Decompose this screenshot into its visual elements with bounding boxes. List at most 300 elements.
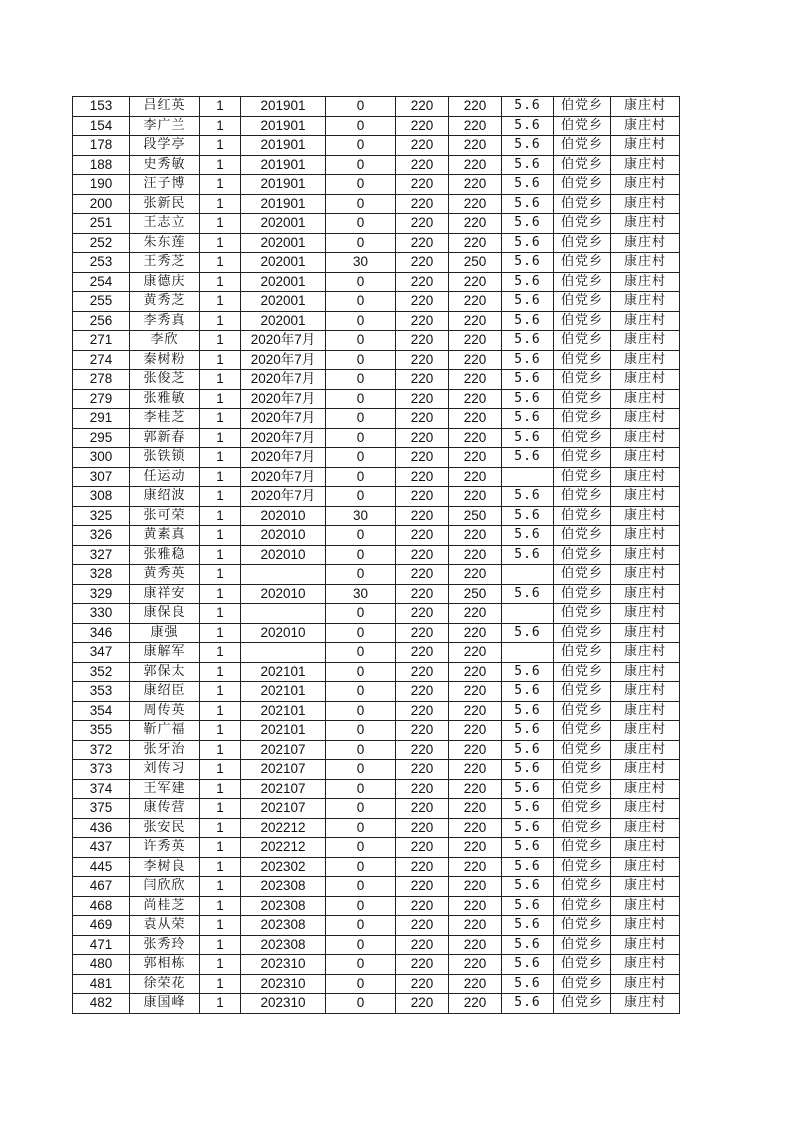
extra-amount-cell: 0 — [326, 838, 396, 858]
table-row — [73, 487, 680, 507]
rate-cell: 5.6 — [502, 701, 554, 721]
id-cell: 468 — [73, 896, 130, 916]
rate-cell: 5.6 — [502, 896, 554, 916]
table-row — [73, 565, 680, 585]
township-cell: 伯党乡 — [554, 487, 611, 507]
table-row — [73, 818, 680, 838]
id-cell: 308 — [73, 487, 130, 507]
extra-amount-cell: 30 — [326, 253, 396, 273]
township-cell: 伯党乡 — [554, 331, 611, 351]
village-cell: 康庄村 — [611, 779, 680, 799]
township-cell: 伯党乡 — [554, 175, 611, 195]
table-row — [73, 428, 680, 448]
name-cell: 康绍臣 — [130, 682, 200, 702]
village-cell: 康庄村 — [611, 526, 680, 546]
start-date-cell: 202101 — [241, 682, 326, 702]
start-date-cell: 2020年7月 — [241, 331, 326, 351]
table-row — [73, 935, 680, 955]
start-date-cell: 202010 — [241, 526, 326, 546]
table-row — [73, 643, 680, 663]
rate-cell: 5.6 — [502, 292, 554, 312]
table-row — [73, 916, 680, 936]
township-cell: 伯党乡 — [554, 272, 611, 292]
base-amount-cell: 220 — [396, 155, 449, 175]
id-cell: 374 — [73, 779, 130, 799]
village-cell: 康庄村 — [611, 857, 680, 877]
base-amount-cell: 220 — [396, 370, 449, 390]
count-cell: 1 — [200, 253, 241, 273]
village-cell: 康庄村 — [611, 175, 680, 195]
start-date-cell: 201901 — [241, 97, 326, 117]
name-cell: 张雅敏 — [130, 389, 200, 409]
extra-amount-cell: 0 — [326, 779, 396, 799]
base-amount-cell: 220 — [396, 799, 449, 819]
id-cell: 255 — [73, 292, 130, 312]
count-cell: 1 — [200, 799, 241, 819]
extra-amount-cell: 0 — [326, 448, 396, 468]
base-amount-cell: 220 — [396, 955, 449, 975]
id-cell: 295 — [73, 428, 130, 448]
township-cell: 伯党乡 — [554, 701, 611, 721]
total-amount-cell: 220 — [449, 389, 502, 409]
rate-cell: 5.6 — [502, 857, 554, 877]
township-cell: 伯党乡 — [554, 799, 611, 819]
total-amount-cell: 220 — [449, 799, 502, 819]
township-cell: 伯党乡 — [554, 682, 611, 702]
start-date-cell: 2020年7月 — [241, 487, 326, 507]
table-row — [73, 467, 680, 487]
township-cell: 伯党乡 — [554, 857, 611, 877]
count-cell: 1 — [200, 116, 241, 136]
rate-cell: 5.6 — [502, 818, 554, 838]
start-date-cell: 202010 — [241, 584, 326, 604]
count-cell: 1 — [200, 545, 241, 565]
extra-amount-cell: 0 — [326, 194, 396, 214]
total-amount-cell: 250 — [449, 253, 502, 273]
total-amount-cell: 220 — [449, 526, 502, 546]
count-cell: 1 — [200, 682, 241, 702]
base-amount-cell: 220 — [396, 253, 449, 273]
township-cell: 伯党乡 — [554, 584, 611, 604]
count-cell: 1 — [200, 916, 241, 936]
id-cell: 467 — [73, 877, 130, 897]
name-cell: 张铁锁 — [130, 448, 200, 468]
extra-amount-cell: 0 — [326, 857, 396, 877]
total-amount-cell: 220 — [449, 682, 502, 702]
village-cell: 康庄村 — [611, 116, 680, 136]
rate-cell: 5.6 — [502, 526, 554, 546]
base-amount-cell: 220 — [396, 292, 449, 312]
rate-cell: 5.6 — [502, 994, 554, 1014]
id-cell: 154 — [73, 116, 130, 136]
table-row — [73, 350, 680, 370]
name-cell: 周传英 — [130, 701, 200, 721]
village-cell: 康庄村 — [611, 584, 680, 604]
township-cell: 伯党乡 — [554, 155, 611, 175]
name-cell: 康保良 — [130, 604, 200, 624]
id-cell: 291 — [73, 409, 130, 429]
extra-amount-cell: 0 — [326, 331, 396, 351]
table-row — [73, 233, 680, 253]
id-cell: 279 — [73, 389, 130, 409]
table-row — [73, 448, 680, 468]
township-cell: 伯党乡 — [554, 779, 611, 799]
base-amount-cell: 220 — [396, 916, 449, 936]
total-amount-cell: 220 — [449, 838, 502, 858]
rate-cell: 5.6 — [502, 838, 554, 858]
village-cell: 康庄村 — [611, 155, 680, 175]
id-cell: 251 — [73, 214, 130, 234]
village-cell: 康庄村 — [611, 935, 680, 955]
table-row — [73, 272, 680, 292]
total-amount-cell: 220 — [449, 194, 502, 214]
village-cell: 康庄村 — [611, 838, 680, 858]
id-cell: 372 — [73, 740, 130, 760]
id-cell: 325 — [73, 506, 130, 526]
base-amount-cell: 220 — [396, 272, 449, 292]
name-cell: 王秀芝 — [130, 253, 200, 273]
table-row — [73, 877, 680, 897]
township-cell: 伯党乡 — [554, 643, 611, 663]
name-cell: 康解军 — [130, 643, 200, 663]
total-amount-cell: 220 — [449, 623, 502, 643]
base-amount-cell: 220 — [396, 194, 449, 214]
name-cell: 李树良 — [130, 857, 200, 877]
table-row — [73, 194, 680, 214]
village-cell: 康庄村 — [611, 916, 680, 936]
extra-amount-cell: 0 — [326, 721, 396, 741]
table-row — [73, 682, 680, 702]
start-date-cell: 202310 — [241, 974, 326, 994]
id-cell: 328 — [73, 565, 130, 585]
rate-cell: 5.6 — [502, 350, 554, 370]
data-table — [72, 96, 680, 1014]
total-amount-cell: 220 — [449, 350, 502, 370]
start-date-cell: 2020年7月 — [241, 389, 326, 409]
id-cell: 352 — [73, 662, 130, 682]
count-cell: 1 — [200, 740, 241, 760]
village-cell: 康庄村 — [611, 662, 680, 682]
id-cell: 153 — [73, 97, 130, 117]
count-cell: 1 — [200, 350, 241, 370]
rate-cell: 5.6 — [502, 916, 554, 936]
village-cell: 康庄村 — [611, 428, 680, 448]
township-cell: 伯党乡 — [554, 506, 611, 526]
base-amount-cell: 220 — [396, 526, 449, 546]
start-date-cell: 202101 — [241, 721, 326, 741]
start-date-cell: 202107 — [241, 779, 326, 799]
total-amount-cell: 220 — [449, 233, 502, 253]
id-cell: 445 — [73, 857, 130, 877]
total-amount-cell: 220 — [449, 370, 502, 390]
base-amount-cell: 220 — [396, 545, 449, 565]
village-cell: 康庄村 — [611, 974, 680, 994]
extra-amount-cell: 0 — [326, 155, 396, 175]
table-row — [73, 409, 680, 429]
start-date-cell: 202310 — [241, 955, 326, 975]
start-date-cell: 202010 — [241, 623, 326, 643]
base-amount-cell: 220 — [396, 994, 449, 1014]
total-amount-cell: 220 — [449, 175, 502, 195]
township-cell: 伯党乡 — [554, 194, 611, 214]
village-cell: 康庄村 — [611, 740, 680, 760]
total-amount-cell: 220 — [449, 857, 502, 877]
township-cell: 伯党乡 — [554, 116, 611, 136]
extra-amount-cell: 0 — [326, 409, 396, 429]
township-cell: 伯党乡 — [554, 955, 611, 975]
extra-amount-cell: 0 — [326, 487, 396, 507]
extra-amount-cell: 0 — [326, 565, 396, 585]
rate-cell: 5.6 — [502, 623, 554, 643]
name-cell: 李欣 — [130, 331, 200, 351]
count-cell: 1 — [200, 155, 241, 175]
start-date-cell — [241, 565, 326, 585]
start-date-cell: 202308 — [241, 877, 326, 897]
name-cell: 郭新春 — [130, 428, 200, 448]
township-cell: 伯党乡 — [554, 428, 611, 448]
id-cell: 252 — [73, 233, 130, 253]
name-cell: 黄秀芝 — [130, 292, 200, 312]
name-cell: 徐荣花 — [130, 974, 200, 994]
table-row — [73, 292, 680, 312]
base-amount-cell: 220 — [396, 428, 449, 448]
total-amount-cell: 220 — [449, 448, 502, 468]
township-cell: 伯党乡 — [554, 526, 611, 546]
extra-amount-cell: 0 — [326, 740, 396, 760]
start-date-cell: 2020年7月 — [241, 350, 326, 370]
extra-amount-cell: 0 — [326, 175, 396, 195]
base-amount-cell: 220 — [396, 896, 449, 916]
total-amount-cell: 220 — [449, 428, 502, 448]
id-cell: 188 — [73, 155, 130, 175]
count-cell: 1 — [200, 487, 241, 507]
rate-cell: 5.6 — [502, 116, 554, 136]
village-cell: 康庄村 — [611, 214, 680, 234]
total-amount-cell: 220 — [449, 311, 502, 331]
table-row — [73, 526, 680, 546]
village-cell: 康庄村 — [611, 643, 680, 663]
village-cell: 康庄村 — [611, 467, 680, 487]
name-cell: 黄素真 — [130, 526, 200, 546]
base-amount-cell: 220 — [396, 487, 449, 507]
table-row — [73, 604, 680, 624]
table-row — [73, 740, 680, 760]
township-cell: 伯党乡 — [554, 389, 611, 409]
rate-cell: 5.6 — [502, 662, 554, 682]
id-cell: 355 — [73, 721, 130, 741]
extra-amount-cell: 0 — [326, 955, 396, 975]
start-date-cell: 202001 — [241, 272, 326, 292]
total-amount-cell: 220 — [449, 701, 502, 721]
base-amount-cell: 220 — [396, 760, 449, 780]
start-date-cell: 2020年7月 — [241, 467, 326, 487]
total-amount-cell: 220 — [449, 487, 502, 507]
rate-cell: 5.6 — [502, 194, 554, 214]
table-row — [73, 623, 680, 643]
village-cell: 康庄村 — [611, 623, 680, 643]
name-cell: 张安民 — [130, 818, 200, 838]
extra-amount-cell: 0 — [326, 818, 396, 838]
id-cell: 373 — [73, 760, 130, 780]
total-amount-cell: 220 — [449, 272, 502, 292]
table-row — [73, 116, 680, 136]
name-cell: 李桂芝 — [130, 409, 200, 429]
total-amount-cell: 250 — [449, 584, 502, 604]
extra-amount-cell: 0 — [326, 974, 396, 994]
count-cell: 1 — [200, 194, 241, 214]
count-cell: 1 — [200, 935, 241, 955]
village-cell: 康庄村 — [611, 370, 680, 390]
count-cell: 1 — [200, 896, 241, 916]
total-amount-cell: 220 — [449, 721, 502, 741]
name-cell: 张雅稳 — [130, 545, 200, 565]
total-amount-cell: 220 — [449, 467, 502, 487]
rate-cell: 5.6 — [502, 428, 554, 448]
start-date-cell: 201901 — [241, 155, 326, 175]
township-cell: 伯党乡 — [554, 136, 611, 156]
start-date-cell — [241, 643, 326, 663]
total-amount-cell: 220 — [449, 643, 502, 663]
rate-cell: 5.6 — [502, 760, 554, 780]
total-amount-cell: 220 — [449, 916, 502, 936]
name-cell: 刘传习 — [130, 760, 200, 780]
count-cell: 1 — [200, 311, 241, 331]
count-cell: 1 — [200, 233, 241, 253]
extra-amount-cell: 0 — [326, 877, 396, 897]
village-cell: 康庄村 — [611, 565, 680, 585]
total-amount-cell: 220 — [449, 136, 502, 156]
base-amount-cell: 220 — [396, 350, 449, 370]
rate-cell — [502, 643, 554, 663]
village-cell: 康庄村 — [611, 448, 680, 468]
table-row — [73, 701, 680, 721]
village-cell: 康庄村 — [611, 194, 680, 214]
extra-amount-cell: 0 — [326, 292, 396, 312]
id-cell: 274 — [73, 350, 130, 370]
name-cell: 靳广福 — [130, 721, 200, 741]
start-date-cell: 2020年7月 — [241, 370, 326, 390]
count-cell: 1 — [200, 818, 241, 838]
table-row — [73, 155, 680, 175]
extra-amount-cell: 0 — [326, 428, 396, 448]
base-amount-cell: 220 — [396, 175, 449, 195]
base-amount-cell: 220 — [396, 740, 449, 760]
count-cell: 1 — [200, 292, 241, 312]
name-cell: 张秀玲 — [130, 935, 200, 955]
count-cell: 1 — [200, 701, 241, 721]
base-amount-cell: 220 — [396, 779, 449, 799]
count-cell: 1 — [200, 175, 241, 195]
table-row — [73, 545, 680, 565]
count-cell: 1 — [200, 955, 241, 975]
village-cell: 康庄村 — [611, 253, 680, 273]
base-amount-cell: 220 — [396, 877, 449, 897]
base-amount-cell: 220 — [396, 565, 449, 585]
table-row — [73, 136, 680, 156]
extra-amount-cell: 0 — [326, 623, 396, 643]
start-date-cell: 202212 — [241, 838, 326, 858]
extra-amount-cell: 0 — [326, 701, 396, 721]
table-row — [73, 994, 680, 1014]
township-cell: 伯党乡 — [554, 565, 611, 585]
rate-cell: 5.6 — [502, 409, 554, 429]
township-cell: 伯党乡 — [554, 292, 611, 312]
village-cell: 康庄村 — [611, 311, 680, 331]
id-cell: 278 — [73, 370, 130, 390]
table-row — [73, 896, 680, 916]
township-cell: 伯党乡 — [554, 467, 611, 487]
total-amount-cell: 220 — [449, 779, 502, 799]
rate-cell: 5.6 — [502, 506, 554, 526]
id-cell: 178 — [73, 136, 130, 156]
base-amount-cell: 220 — [396, 506, 449, 526]
table-row — [73, 955, 680, 975]
base-amount-cell: 220 — [396, 389, 449, 409]
base-amount-cell: 220 — [396, 331, 449, 351]
rate-cell: 5.6 — [502, 487, 554, 507]
village-cell: 康庄村 — [611, 604, 680, 624]
base-amount-cell: 220 — [396, 136, 449, 156]
village-cell: 康庄村 — [611, 272, 680, 292]
name-cell: 秦树粉 — [130, 350, 200, 370]
id-cell: 190 — [73, 175, 130, 195]
extra-amount-cell: 0 — [326, 370, 396, 390]
rate-cell: 5.6 — [502, 155, 554, 175]
start-date-cell: 202001 — [241, 233, 326, 253]
township-cell: 伯党乡 — [554, 994, 611, 1014]
total-amount-cell: 220 — [449, 818, 502, 838]
rate-cell — [502, 565, 554, 585]
name-cell: 闫欣欣 — [130, 877, 200, 897]
village-cell: 康庄村 — [611, 97, 680, 117]
rate-cell: 5.6 — [502, 272, 554, 292]
name-cell: 郭相栋 — [130, 955, 200, 975]
id-cell: 481 — [73, 974, 130, 994]
base-amount-cell: 220 — [396, 682, 449, 702]
township-cell: 伯党乡 — [554, 623, 611, 643]
start-date-cell: 202010 — [241, 506, 326, 526]
start-date-cell: 202001 — [241, 253, 326, 273]
village-cell: 康庄村 — [611, 331, 680, 351]
village-cell: 康庄村 — [611, 994, 680, 1014]
rate-cell: 5.6 — [502, 584, 554, 604]
table-row — [73, 974, 680, 994]
township-cell: 伯党乡 — [554, 760, 611, 780]
id-cell: 200 — [73, 194, 130, 214]
extra-amount-cell: 0 — [326, 97, 396, 117]
count-cell: 1 — [200, 331, 241, 351]
id-cell: 307 — [73, 467, 130, 487]
id-cell: 471 — [73, 935, 130, 955]
extra-amount-cell: 0 — [326, 116, 396, 136]
start-date-cell: 202308 — [241, 916, 326, 936]
start-date-cell: 202310 — [241, 994, 326, 1014]
count-cell: 1 — [200, 623, 241, 643]
table-row — [73, 331, 680, 351]
rate-cell: 5.6 — [502, 253, 554, 273]
id-cell: 254 — [73, 272, 130, 292]
township-cell: 伯党乡 — [554, 974, 611, 994]
base-amount-cell: 220 — [396, 838, 449, 858]
count-cell: 1 — [200, 526, 241, 546]
base-amount-cell: 220 — [396, 97, 449, 117]
name-cell: 康德庆 — [130, 272, 200, 292]
table-row — [73, 779, 680, 799]
extra-amount-cell: 0 — [326, 350, 396, 370]
base-amount-cell: 220 — [396, 643, 449, 663]
name-cell: 李秀真 — [130, 311, 200, 331]
count-cell: 1 — [200, 604, 241, 624]
